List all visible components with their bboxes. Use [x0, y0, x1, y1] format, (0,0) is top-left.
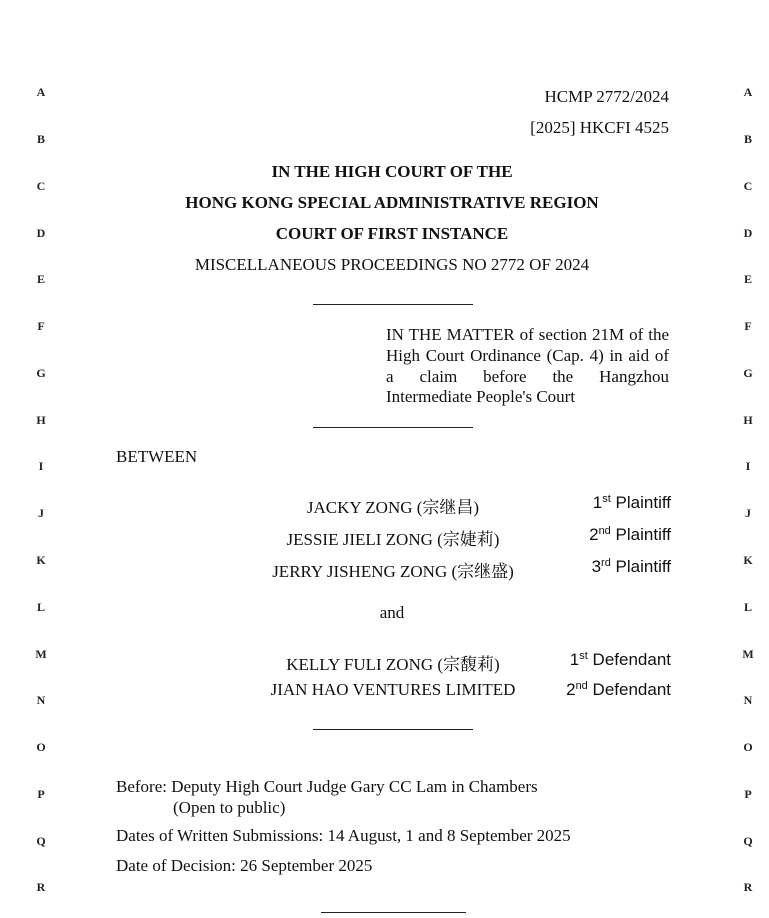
- between-label: BETWEEN: [116, 447, 198, 466]
- margin-letter-i-right: I: [745, 459, 751, 473]
- plaintiff-2-ordinal-suffix: nd: [598, 525, 611, 537]
- divider-2: [313, 427, 473, 428]
- margin-letter-q-left: Q: [36, 834, 46, 848]
- court-heading-line-3: COURT OF FIRST INSTANCE: [275, 224, 509, 243]
- margin-letter-m-left: M: [35, 647, 47, 661]
- divider-3: [313, 729, 473, 730]
- plaintiff-2-ordinal: 2: [589, 525, 599, 544]
- case-reference: HCMP 2772/2024: [544, 87, 669, 106]
- margin-letter-f-right: F: [744, 319, 752, 333]
- defendant-1-ordinal-suffix: st: [579, 650, 588, 662]
- court-heading-line-1: IN THE HIGH COURT OF THE: [271, 162, 513, 181]
- margin-letter-g-left: G: [36, 366, 46, 380]
- margin-letter-n-right: N: [743, 693, 753, 707]
- plaintiff-2-role: [589, 525, 671, 545]
- plaintiff-2-name: JESSIE JIELI ZONG (宗婕莉): [286, 530, 500, 549]
- defendant-1-role: [570, 650, 671, 670]
- margin-letter-r-left: R: [36, 880, 46, 894]
- margin-letter-d-right: D: [743, 226, 753, 240]
- margin-letter-b-left: B: [36, 132, 45, 146]
- defendant-2-name: JIAN HAO VENTURES LIMITED: [270, 680, 516, 699]
- margin-letter-a-right: A: [743, 85, 753, 99]
- plaintiff-3-name: JERRY JISHENG ZONG (宗继盛): [272, 562, 514, 581]
- plaintiff-3-role: [592, 557, 671, 577]
- margin-letter-q-right: Q: [743, 834, 753, 848]
- margin-letter-e-left: E: [36, 272, 45, 286]
- plaintiff-1-name: JACKY ZONG (宗继昌): [306, 498, 480, 517]
- date-of-decision: Date of Decision: 26 September 2025: [116, 856, 373, 875]
- margin-letter-e-right: E: [743, 272, 752, 286]
- margin-letter-c-left: C: [36, 179, 46, 193]
- margin-letter-p-right: P: [744, 787, 752, 801]
- in-the-matter-text: IN THE MATTER of section 21M of the High Court Ordinance (Cap. 4) in aid of a claim before the Hangzhou Intermediate People's Court: [386, 325, 669, 407]
- margin-letter-o-left: O: [36, 740, 46, 754]
- defendant-2-role: [566, 680, 671, 700]
- plaintiff-1-ordinal: 1: [592, 493, 603, 512]
- plaintiff-3-role-label: Plaintiff: [615, 557, 671, 576]
- open-to-public-note: (Open to public): [173, 798, 286, 817]
- before-line: Before: Deputy High Court Judge Gary CC Lam in Chambers: [116, 777, 538, 796]
- plaintiff-1-role: [593, 493, 671, 513]
- plaintiff-1-role-label: Plaintiff: [615, 493, 671, 512]
- defendant-2-ordinal-suffix: nd: [575, 680, 588, 692]
- margin-letter-h-left: H: [36, 413, 46, 427]
- dates-of-written-submissions: Dates of Written Submissions: 14 August, 1 and 8 September 2025: [116, 826, 571, 845]
- margin-letter-n-left: N: [36, 693, 46, 707]
- defendant-1-role-label: Defendant: [592, 650, 671, 669]
- margin-letter-h-right: H: [743, 413, 753, 427]
- margin-letter-a-left: A: [36, 85, 46, 99]
- defendant-1-name: KELLY FULI ZONG (宗馥莉): [286, 655, 500, 674]
- margin-letter-r-right: R: [743, 880, 753, 894]
- margin-letter-p-left: P: [37, 787, 45, 801]
- divider-4: [321, 912, 466, 913]
- margin-letter-k-left: K: [36, 553, 46, 567]
- plaintiff-3-ordinal: 3: [591, 557, 602, 576]
- margin-letter-m-right: M: [742, 647, 754, 661]
- and-separator: and: [379, 603, 405, 622]
- margin-letter-k-right: K: [743, 553, 753, 567]
- margin-letter-i-left: I: [38, 459, 44, 473]
- margin-letter-j-left: J: [38, 506, 44, 520]
- margin-letter-l-left: L: [36, 600, 45, 614]
- margin-letter-l-right: L: [743, 600, 752, 614]
- margin-letter-d-left: D: [36, 226, 46, 240]
- margin-letter-g-right: G: [743, 366, 753, 380]
- neutral-citation: [2025] HKCFI 4525: [530, 118, 669, 137]
- defendant-2-ordinal: 2: [566, 680, 576, 699]
- margin-letter-j-right: J: [745, 506, 751, 520]
- margin-letter-b-right: B: [743, 132, 752, 146]
- plaintiff-3-ordinal-suffix: rd: [601, 557, 611, 569]
- divider-1: [313, 304, 473, 305]
- court-heading-line-2: HONG KONG SPECIAL ADMINISTRATIVE REGION: [185, 193, 599, 212]
- defendant-1-ordinal: 1: [569, 650, 580, 669]
- proceedings-number: MISCELLANEOUS PROCEEDINGS NO 2772 OF 2024: [194, 255, 590, 274]
- margin-letter-c-right: C: [743, 179, 753, 193]
- margin-letter-f-left: F: [37, 319, 45, 333]
- plaintiff-1-ordinal-suffix: st: [602, 493, 611, 505]
- margin-letter-o-right: O: [743, 740, 753, 754]
- defendant-2-role-label: Defendant: [592, 680, 671, 699]
- plaintiff-2-role-label: Plaintiff: [615, 525, 671, 544]
